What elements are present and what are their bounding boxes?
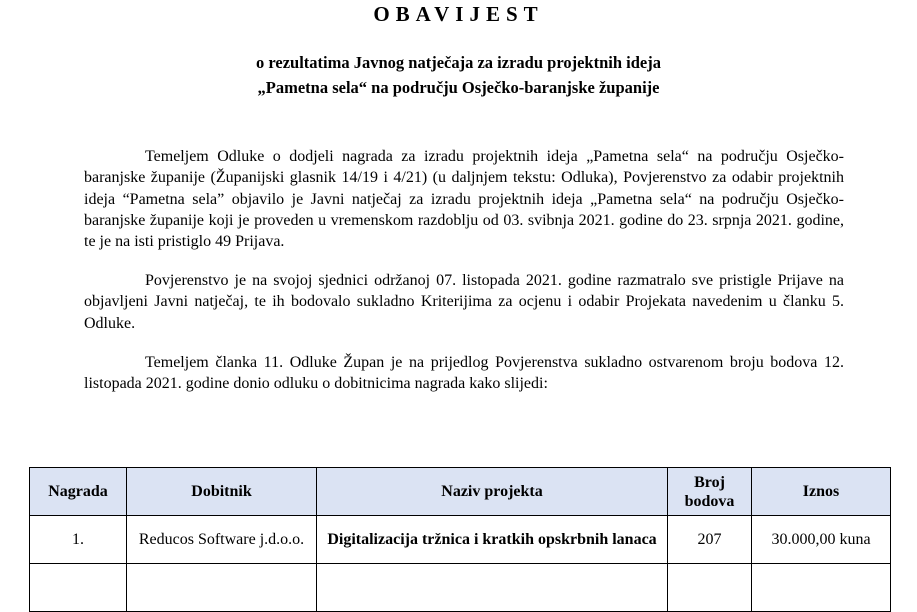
awards-table <box>29 467 891 612</box>
column-header-iznos: Iznos <box>752 468 891 516</box>
cell-naziv-projekta: Digitalizacija tržnica i kratkih opskrbnih lanaca <box>317 516 668 564</box>
table-row <box>30 516 891 564</box>
cell-broj-bodova: 207 <box>668 516 752 564</box>
column-header-dobitnik: Dobitnik <box>127 468 317 516</box>
document-subtitle-line2: „Pametna sela“ na području Osječko-baranjske županije <box>257 78 660 97</box>
column-header-broj-bodova: Broj bodova <box>668 468 752 516</box>
document-subtitle-line1: o rezultatima Javnog natječaja za izradu projektnih ideja <box>256 53 661 72</box>
paragraph-intro: Temeljem Odluke o dodjeli nagrada za izradu projektnih ideja „Pametna sela“ na području Osječko-baranjske županije (Županijski glasnik 14/19 i 4/21) (u daljnjem tekstu: Odluka), Povjerenstvo za odabir projektnih ideja “Pametna sela” objavilo je Javni natječaj za izradu projektnih ideja „Pametna sela“ na području Osječko-baranjske županije koji je proveden u vremenskom razdoblju od 03. svibnja 2021. godine do 23. srpnja 2021. godine, te je na isti pristiglo 49 Prijava. <box>84 148 844 251</box>
paragraph-committee: Povjerenstvo je na svojoj sjednici održanoj 07. listopada 2021. godine razmatralo sve pristigle Prijave na objavljeni Javni natječaj, te ih bodovalo sukladno Kriterijima za ocjenu i odabir Projekata navedenim u članku 5. Odluke. <box>84 272 844 332</box>
cell-dobitnik: Reducos Software j.d.o.o. <box>127 516 317 564</box>
cell-iznos: 30.000,00 kuna <box>752 516 891 564</box>
document-title: OBAVIJEST <box>373 2 544 26</box>
paragraph-decision: Temeljem članka 11. Odluke Župan je na prijedlog Povjerenstva sukladno ostvarenom broju bodova 12. listopada 2021. godine donio odluku o dobitnicima nagrada kako slijedi: <box>84 354 844 393</box>
column-header-naziv-projekta: Naziv projekta <box>317 468 668 516</box>
table-row-partial <box>30 564 891 612</box>
cell-nagrada: 1. <box>30 516 127 564</box>
column-header-nagrada: Nagrada <box>30 468 127 516</box>
table-header-row <box>30 468 891 516</box>
